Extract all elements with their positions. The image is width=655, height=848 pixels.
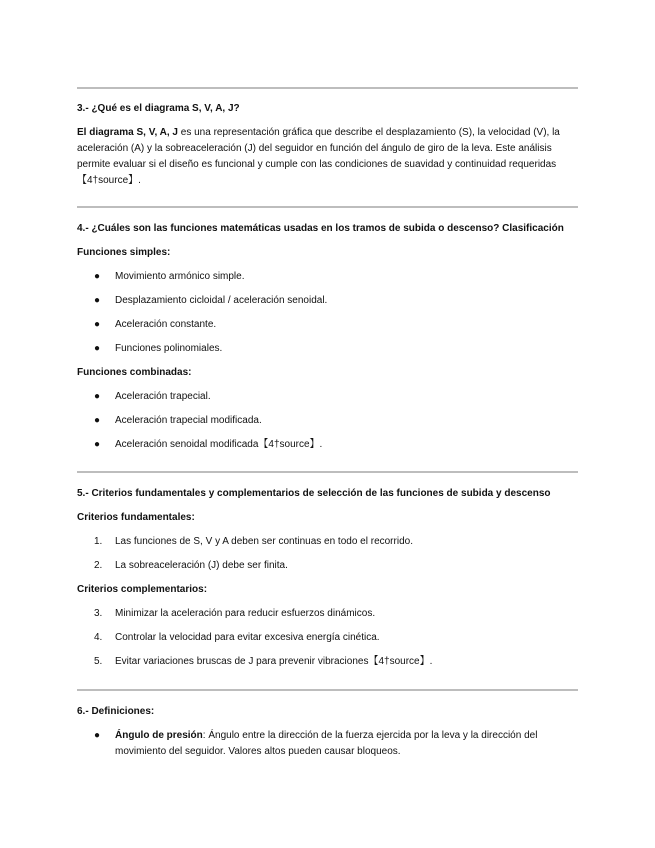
complementary-criteria-title: Criterios complementarios: — [77, 584, 208, 595]
bullet-icon: ● — [94, 271, 101, 282]
bullet-icon: ● — [94, 730, 101, 741]
section-divider — [77, 471, 578, 473]
bullet-icon: ● — [94, 415, 101, 426]
section-divider — [77, 689, 578, 691]
section-3-paragraph — [77, 125, 579, 189]
bullet-icon: ● — [94, 439, 101, 450]
bullet-icon: ● — [94, 295, 101, 306]
term-diagram: El diagrama S, V, A, J — [77, 127, 178, 138]
combined-functions-title: Funciones combinadas: — [77, 367, 192, 378]
bullet-icon: ● — [94, 391, 101, 402]
definition-term: Ángulo de presión — [115, 730, 203, 741]
fundamental-criteria-title: Criterios fundamentales: — [77, 512, 195, 523]
document-page: 3.- ¿Qué es el diagrama S, V, A, J? El diagrama S, V, A, J es una representación gráfica que describe el desplazamiento (S), la velocidad (V), la aceleración (A) y la sobreaceleración (J) del seguidor en función del ángulo de giro de la leva. Este análisis permite evaluar si el diseño es funcional y cumple con las condiciones de suavidad y continuidad requeridas【4†source】. 4.- ¿Cuáles son las funciones matemáticas usadas en los tramos de subida o descenso? Clasificación Funciones simples: ● Movimiento armónico simple. ● Desplazamiento cicloidal / aceleración senoidal. ● Aceleración constante. ● Funciones polinomiales. Funciones combinadas: ● Aceleración trapecial. ● Aceleración trapecial modificada. ● Aceleración senoidal modificada【4†source】. 5.- Criterios fundamentales y complementarios de selección de las funciones de subida y descenso Criterios fundamentales: 1. Las funciones de S, V y A deben ser continuas en todo el recorrido. 2. La sobreaceleración (J) debe ser finita. Criterios complementarios: 3. Minimizar la aceleración para reducir esfuerzos dinámicos. 4. Controlar la velocidad para evitar excesiva energía cinética. 5. Evitar variaciones bruscas de J para prevenir vibraciones【4†source】. 6.- Definiciones: ● Ángulo de presión: Ángulo entre la dirección de la fuerza ejercida por la leva y la dirección del movimiento del seguidor. Valores altos pueden causar bloqueos. — [0, 0, 655, 848]
section-divider — [77, 206, 578, 208]
paragraph-text: es una representación gráfica que describe el desplazamiento (S), la velocidad (V), la aceleración (A) y la sobreaceleración (J) del seguidor en función del ángulo de giro de la leva. Este análisis permite evaluar si el diseño es funcional y cumple con las condiciones de suavidad y continuidad requeridas【4†source】. — [77, 127, 560, 186]
definition-text: : Ángulo entre la dirección de la fuerza ejercida por la leva y la dirección del movimiento del seguidor. Valores altos pueden causar bloqueos. — [115, 730, 538, 757]
section-5-heading: 5.- Criterios fundamentales y complementarios de selección de las funciones de subida y descenso — [77, 488, 551, 499]
simple-functions-title: Funciones simples: — [77, 247, 171, 258]
section-3-heading: 3.- ¿Qué es el diagrama S, V, A, J? — [77, 103, 240, 114]
section-divider — [77, 87, 578, 89]
bullet-icon: ● — [94, 343, 101, 354]
bullet-icon: ● — [94, 319, 101, 330]
section-4-heading: 4.- ¿Cuáles son las funciones matemáticas usadas en los tramos de subida o descenso? Clasificación — [77, 223, 564, 234]
section-6-heading: 6.- Definiciones: — [77, 706, 155, 717]
